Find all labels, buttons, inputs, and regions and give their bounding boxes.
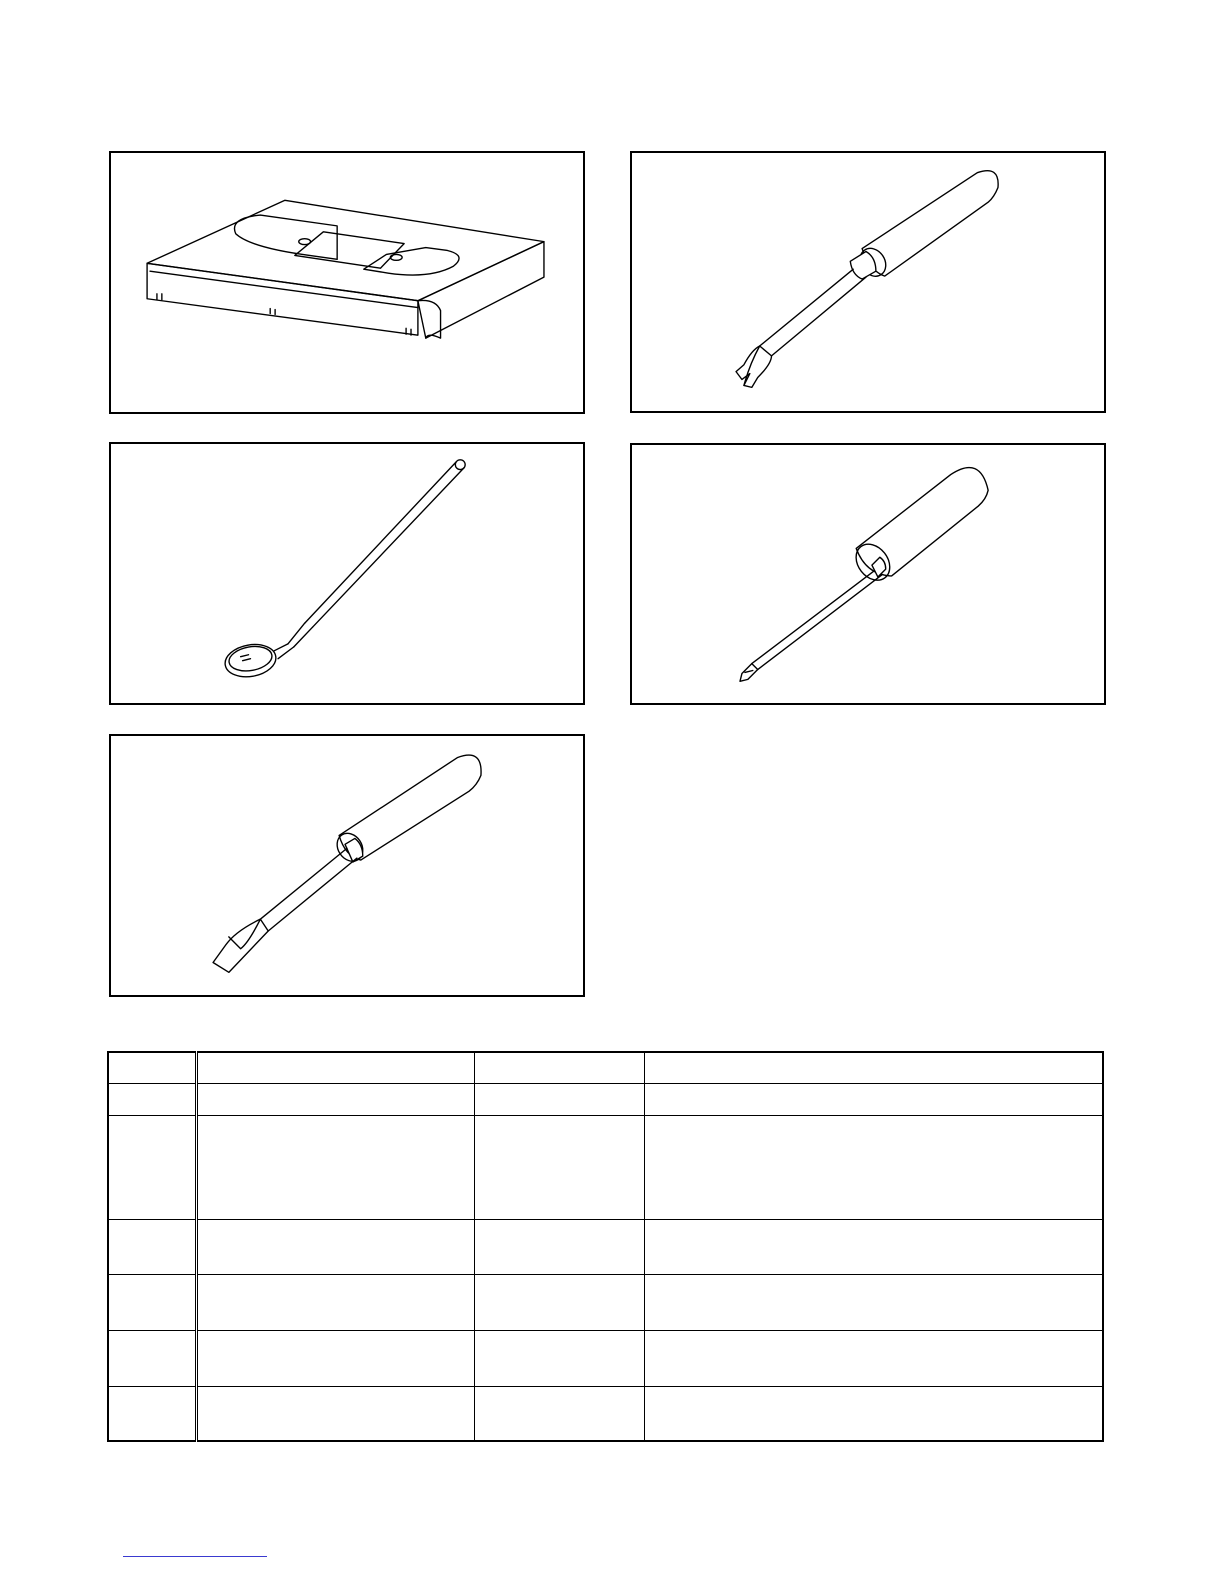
inspection-mirror-illustration — [111, 444, 583, 703]
table-cell — [108, 1386, 196, 1441]
table-cell — [644, 1386, 1103, 1441]
figure-phillips-panel — [630, 443, 1106, 705]
table-cell — [108, 1083, 196, 1115]
figure-fork-tool-panel — [630, 151, 1106, 413]
table-cell — [474, 1083, 644, 1115]
table-header-cell — [644, 1052, 1103, 1083]
table-cell — [108, 1330, 196, 1386]
table-row — [108, 1274, 1103, 1330]
table-cell — [196, 1219, 474, 1274]
table-cell — [196, 1330, 474, 1386]
table-cell — [196, 1115, 474, 1219]
table-cell — [644, 1330, 1103, 1386]
cassette-illustration — [111, 153, 583, 412]
table-cell — [196, 1274, 474, 1330]
table-cell — [108, 1219, 196, 1274]
fork-tool-illustration — [632, 153, 1104, 411]
table-cell — [474, 1386, 644, 1441]
table-header-cell — [196, 1052, 474, 1083]
table-cell — [474, 1330, 644, 1386]
table-cell — [644, 1083, 1103, 1115]
table-header-row — [108, 1052, 1103, 1083]
figure-cassette-panel — [109, 151, 585, 414]
table-row — [108, 1219, 1103, 1274]
table-cell — [108, 1115, 196, 1219]
table-header-cell — [474, 1052, 644, 1083]
table-row — [108, 1115, 1103, 1219]
figure-flat-screwdriver-panel — [109, 734, 585, 997]
table-cell — [196, 1386, 474, 1441]
table-cell — [474, 1219, 644, 1274]
table-cell — [108, 1274, 196, 1330]
phillips-screwdriver-illustration — [632, 445, 1104, 703]
table-row — [108, 1083, 1103, 1115]
table-header-cell — [108, 1052, 196, 1083]
tools-table — [107, 1051, 1104, 1442]
table-cell — [474, 1115, 644, 1219]
table-cell — [644, 1115, 1103, 1219]
table-cell — [196, 1083, 474, 1115]
footer-link-rule[interactable] — [123, 1556, 267, 1557]
figure-mirror-panel — [109, 442, 585, 705]
flat-screwdriver-illustration — [111, 736, 583, 995]
table-row — [108, 1330, 1103, 1386]
table-row — [108, 1386, 1103, 1441]
table-cell — [644, 1219, 1103, 1274]
table-cell — [474, 1274, 644, 1330]
table-cell — [644, 1274, 1103, 1330]
